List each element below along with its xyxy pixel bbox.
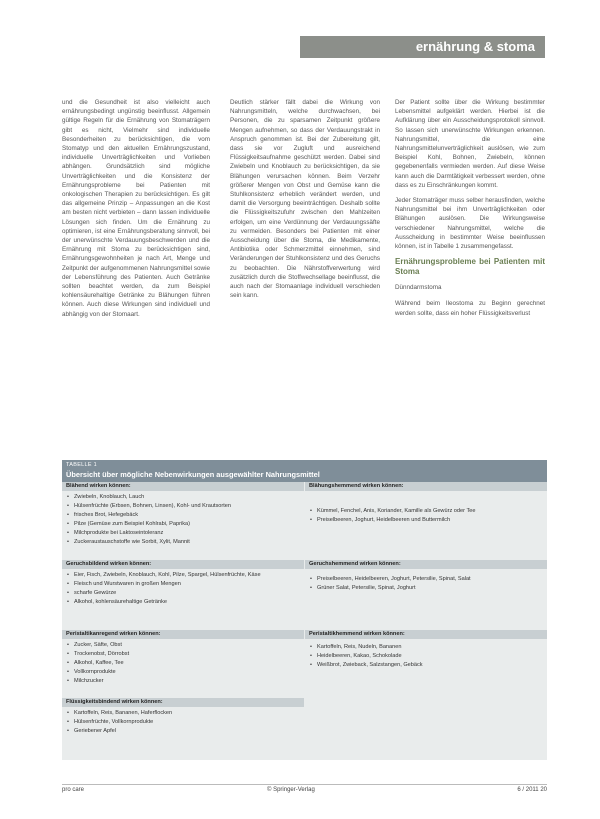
table-list [309, 644, 544, 671]
list-item: • Grüner Salat, Petersilie, Spinat, Joghurt [309, 585, 544, 592]
table-list [66, 642, 301, 687]
list-item: • Kartoffeln, Reis, Bananen, Haferflocken [66, 710, 301, 717]
list-item: • Heidelbeeren, Kakao, Schokolade [309, 653, 544, 660]
text-column-3 [395, 98, 545, 318]
list-item: • Weißbrot, Zwieback, Salzstangen, Gebäck [309, 662, 544, 669]
footer-publisher: © Springer-Verlag [267, 787, 315, 793]
column-text: Jeder Stomaträger muss selber herausfinden, welche Nahrungsmittel bei ihm Unverträglichkeiten oder Blähungen auslösen. Die Wirkungsweise verschiedener Nahrungsmittel, welche die Ausscheidung in bestimmter Weise beeinflussen können, ist in Tabelle 1 zusammengefasst. [395, 197, 545, 251]
page-footer [62, 784, 547, 796]
table-title: Übersicht über mögliche Nebenwirkungen ausgewählter Nahrungsmittel [66, 470, 320, 479]
table-list [309, 508, 544, 526]
column-text: Deutlich stärker fällt dabei die Wirkung von Nahrungsmitteln, welche durchwachsen, bei Personen, die zu sparsamen Zeitpunkt größere Mengen aufnehmen, so dass der Verdauungstrakt in Anspruch genommen ist. Bei der Zubereitung gilt, dass sie vor Zugluft und ausreichend Flüssigkeitsaufnahme geschützt werden. Dabei sind Zwiebeln und Knoblauch zu berücksichtigen, da sie Blähungen verursachen können. Beim Verzehr größerer Mengen von Obst und Gemüse kann die Stuhlkonsistenz erheblich verändert werden, und damit die Versorgung beeinträchtigen. Deshalb sollte die Flüssigkeitszufuhr zwischen den Mahlzeiten erfolgen, um eine Verdünnung der Verdauungssäfte zu vermeiden. Besonders bei Patienten mit einer Ausscheidung über die Stoma, die Medikamente, Antibiotika oder Schmerzmittel einnehmen, sind Veränderungen der Stuhlkonsistenz und des Geruchs zu beobachten. Die Nährstoffverwertung wird zusätzlich durch die Stoffwechsellage beeinflusst, die auch nach der Stomaanlage individuell verschieden sein kann. [230, 99, 380, 300]
list-item: • Zwiebeln, Knoblauch, Lauch [66, 494, 301, 501]
table-section-title: Geruchshemmend wirken können: [305, 560, 547, 569]
list-item: • Kartoffeln, Reis, Nudeln, Bananen [309, 644, 544, 651]
column-text: und die Gesundheit ist also vielleicht auch ernährungsbedingt ungünstig beeinflusst. Allgemein gültige Regeln für die Ernährung von Stomaträgern gibt es nicht, Vielmehr sind individuelle Besonderheiten zu berücksichtigen, die vom Stomatyp und den aktuellen Ernährungszustand, individuelle Unverträglichkeiten und Vorlieben abhängen. Grundsätzlich sind mögliche Unverträglichkeiten und die Konsistenz der Ernährungsprobleme bei Patienten mit onkologischen Therapien zu berücksichtigen. Es gilt das allgemeine Prinzip – Anpassungen an die Kost am besten nicht verbieten – dann lassen individuelle Lösungen sich finden. Um die Ernährung zu optimieren, ist eine Ernährungsberatung sinnvoll, bei der unerwünschte Verdauungsbeschwerden und die Ernährung mit Stoma zu berücksichtigen sind, Ernährungsgewohnheiten je nach Art, Menge und Zeitpunkt der aufgenommenen Nahrungsmittel sowie der Lebensführung des Patienten. Auch Getränke sollten beachtet werden, da zum Beispiel kohlensäurehaltige Getränke zu Blähungen führen können. Auch diese Wirkungen sind individuell und abhängig von der Stomaart. [62, 99, 210, 318]
list-item: • Fleisch und Wurstwaren in großen Mengen [66, 581, 301, 588]
table-header [62, 460, 547, 482]
list-item: • Milchzucker [66, 678, 301, 685]
list-item: • scharfe Gewürze [66, 590, 301, 597]
section-heading: Ernährungsprobleme bei Patienten mit Stoma [395, 257, 545, 277]
list-item: • Preiselbeeren, Heidelbeeren, Joghurt, Petersilie, Spinat, Salat [309, 576, 544, 583]
section-title: ernährung & stoma [415, 39, 535, 54]
footer-journal: pro care [62, 787, 85, 793]
list-item: • Eier, Fisch, Zwiebeln, Knoblauch, Kohl, Pilze, Spargel, Hülsenfrüchte, Käse [66, 572, 301, 579]
list-item: • Zucker, Säfte, Obst [66, 642, 301, 649]
list-item: • Pilze (Gemüse zum Beispiel Kohlrabi, Paprika) [66, 521, 301, 528]
footer-issue-page: 6 / 2011 20 [517, 787, 547, 793]
table-section-title: Peristaltikanregend wirken können: [62, 630, 304, 639]
table-list [66, 710, 301, 737]
section-header-bar [300, 36, 545, 58]
table-section-title: Flüssigkeitsbindend wirken können: [62, 698, 304, 707]
list-item: • Trockenobst, Dörrobst [66, 651, 301, 658]
list-item: • Preiselbeeren, Joghurt, Heidelbeeren und Buttermilch [309, 517, 544, 524]
subheading: Dünndarmstoma [395, 284, 442, 292]
column-text: Während beim Ileostoma zu Beginn gerechnet werden sollte, dass ein hoher Flüssigkeitsverlust [395, 300, 545, 317]
table-list [66, 494, 301, 548]
table-section-title: Blähungshemmend wirken können: [305, 482, 547, 491]
table-list [66, 572, 301, 608]
table-section-title: Peristaltikhemmend wirken können: [305, 630, 547, 639]
list-item: • Alkohol, Kaffee, Tee [66, 660, 301, 667]
table-section-title: Geruchsbildend wirken können: [62, 560, 304, 569]
list-item: • Zuckeraustauschstoffe wie Sorbit, Xylit, Mannit [66, 539, 301, 546]
list-item: • Milchprodukte bei Laktoseintoleranz [66, 530, 301, 537]
list-item: • Alkohol, kohlensäurehaltige Getränke [66, 599, 301, 606]
table-label: TABELLE 1 [66, 462, 98, 468]
list-item: • Kümmel, Fenchel, Anis, Koriander, Kamille als Gewürz oder Tee [309, 508, 544, 515]
table-list [309, 576, 544, 594]
list-item: • Geriebener Apfel [66, 728, 301, 735]
table-1 [62, 460, 547, 760]
text-column-2 [230, 98, 380, 300]
list-item: • Hülsenfrüchte (Erbsen, Bohnen, Linsen), Kohl- und Krautsorten [66, 503, 301, 510]
list-item: • Vollkornprodukte [66, 669, 301, 676]
text-column-1 [62, 98, 210, 319]
list-item: • frisches Brot, Hefegebäck [66, 512, 301, 519]
table-section-title: Blähend wirken können: [62, 482, 304, 491]
list-item: • Hülsenfrüchte, Vollkornprodukte [66, 719, 301, 726]
column-text: Der Patient sollte über die Wirkung bestimmter Lebensmittel aufgeklärt werden. Hierbei ist die Aufklärung über ein Ausscheidungsprotokoll sinnvoll. So lassen sich unerwünschte Wirkungen erkennen. Nahrungsmittel, die eine Nahrungsmittelunverträglichkeit auslösen, wie zum Beispiel Kohl, Bohnen, Zwiebeln, können gegebenenfalls vermieden werden. Auf diese Weise kann auch die Darmtätigkeit verbessert werden, ohne dass es zu Einschränkungen kommt. [395, 99, 545, 189]
